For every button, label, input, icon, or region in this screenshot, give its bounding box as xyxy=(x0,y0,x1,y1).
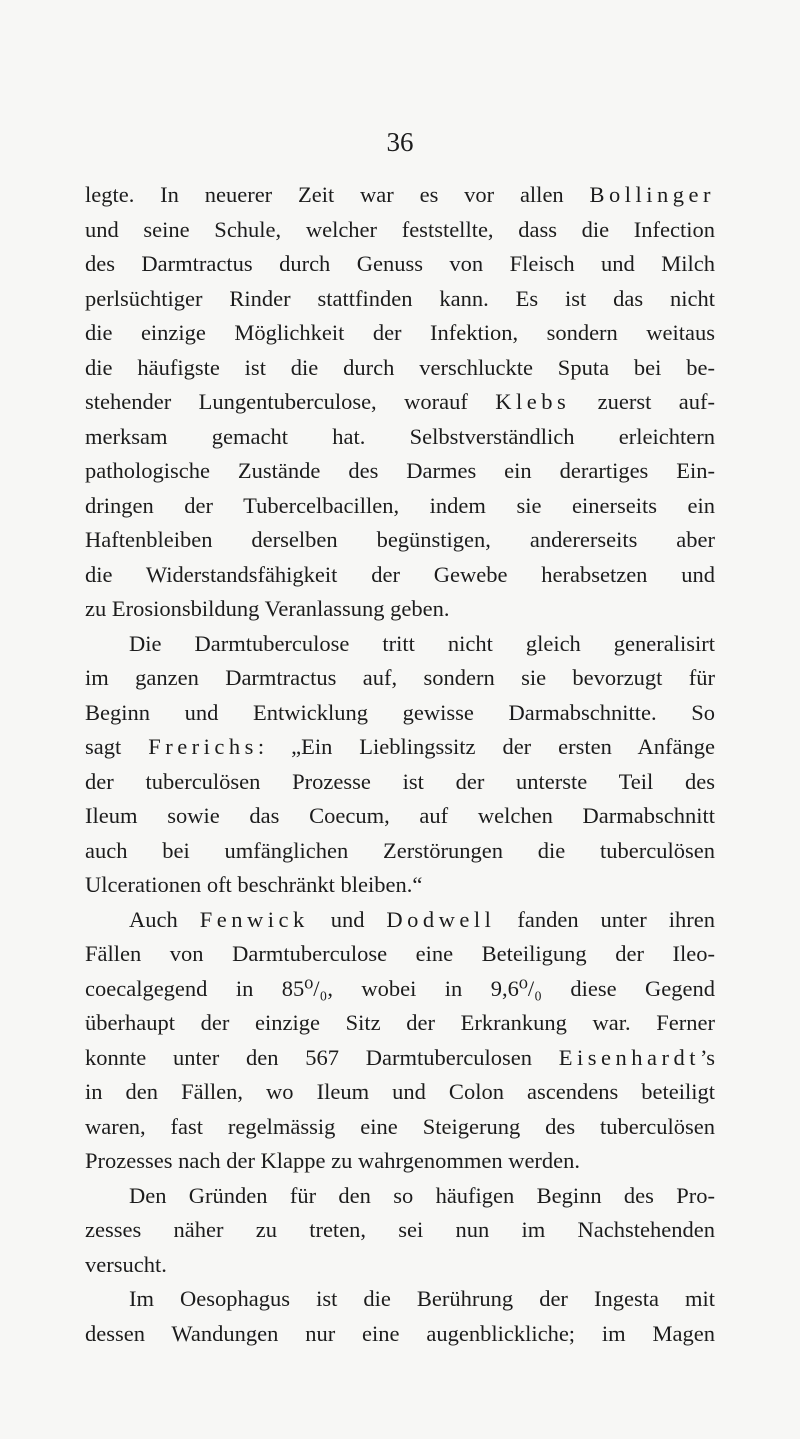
text-run: Ulcerationen oft beschränkt bleiben.“ xyxy=(85,872,423,897)
text-line xyxy=(85,696,715,731)
text-line xyxy=(85,247,715,282)
text-line xyxy=(85,351,715,386)
text-line xyxy=(85,765,715,800)
text-line xyxy=(85,972,715,1007)
spaced-name: Bollinger xyxy=(589,182,715,207)
text-line xyxy=(85,592,715,627)
text-line xyxy=(85,385,715,420)
text-line xyxy=(85,834,715,869)
text-line xyxy=(85,420,715,455)
text-run: Im Oesophagus ist die Berührung der Ingesta mit xyxy=(129,1286,715,1311)
text-run: und xyxy=(308,906,387,932)
text-line xyxy=(85,937,715,972)
text-line xyxy=(85,523,715,558)
text-run: Ileum sowie das Coecum, auf welchen Darmabschnitt xyxy=(85,803,715,828)
text-run: dessen Wandungen nur eine augenblickliche; im Magen xyxy=(85,1320,715,1346)
text-run: zesses näher zu treten, sei nun im Nachstehenden xyxy=(85,1217,715,1242)
text-run: Fällen von Darmtuberculose eine Beteiligung der Ileo- xyxy=(85,941,715,966)
text-line xyxy=(85,1213,715,1248)
text-run: in den Fällen, wo Ileum und Colon ascendens beteiligt xyxy=(85,1079,715,1104)
text-run: coecalgegend in 85⁰/₀, wobei in 9,6⁰/₀ diese Gegend xyxy=(85,975,715,1001)
text-line xyxy=(85,282,715,317)
text-run: stehender Lungentuberculose, worauf xyxy=(85,389,496,414)
text-run: überhaupt der einzige Sitz der Erkrankung war. Ferner xyxy=(85,1010,715,1035)
text-run: legte. In neuerer Zeit war es vor allen xyxy=(85,182,590,207)
text-run: dringen der Tubercelbacillen, indem sie einerseits ein xyxy=(85,492,715,518)
text-run: und seine Schule, welcher feststellte, dass die Infection xyxy=(85,216,715,242)
text-line xyxy=(85,1006,715,1041)
text-line xyxy=(85,213,715,248)
text-line xyxy=(85,627,715,662)
text-run: konnte unter den 567 Darmtuberculosen xyxy=(85,1044,559,1070)
text-run: die häufigste ist die durch verschluckte Sputa bei be- xyxy=(85,354,715,380)
text-line xyxy=(85,1282,715,1317)
body-text xyxy=(85,178,715,1351)
spaced-name: Dodwell xyxy=(386,906,496,932)
text-line xyxy=(85,1248,715,1283)
text-run: versucht. xyxy=(85,1251,167,1277)
text-run: fanden unter ihren xyxy=(495,906,715,932)
text-run: Beginn und Entwicklung gewisse Darmabschnitte. So xyxy=(85,699,715,725)
text-run: zuerst auf- xyxy=(570,389,715,414)
text-run: die einzige Möglichkeit der Infektion, sondern weitaus xyxy=(85,320,715,345)
text-run: perlsüchtiger Rinder stattfinden kann. Es ist das nicht xyxy=(85,285,715,311)
text-line xyxy=(85,558,715,593)
text-line xyxy=(85,1317,715,1352)
text-line xyxy=(85,1041,715,1076)
text-line xyxy=(85,1110,715,1145)
text-line xyxy=(85,799,715,834)
text-run: Den Gründen für den so häufigen Beginn des Pro- xyxy=(129,1182,715,1208)
text-run: die Widerstandsfähigkeit der Gewebe herabsetzen und xyxy=(85,561,715,587)
text-run: ’s xyxy=(699,1044,715,1070)
spaced-name: Klebs xyxy=(495,389,571,414)
text-line xyxy=(85,489,715,524)
text-line xyxy=(85,178,715,213)
text-run: : „Ein Lieblingssitz der ersten Anfänge xyxy=(257,734,715,759)
spaced-name: Eisenhardt xyxy=(558,1044,700,1070)
text-line xyxy=(85,661,715,696)
text-line xyxy=(85,1144,715,1179)
text-run: waren, fast regelmässig eine Steigerung des tuberculösen xyxy=(85,1113,715,1139)
page-number: 36 xyxy=(386,127,414,157)
text-run: sagt xyxy=(85,734,149,759)
text-run: pathologische Zustände des Darmes ein derartiges Ein- xyxy=(85,458,715,483)
text-run: Haftenbleiben derselben begünstigen, andererseits aber xyxy=(85,527,715,552)
text-run: Prozesses nach der Klappe zu wahrgenommen werden. xyxy=(85,1148,581,1173)
spaced-name: Frerichs xyxy=(148,734,258,759)
text-run: zu Erosionsbildung Veranlassung geben. xyxy=(85,596,450,621)
text-run: Die Darmtuberculose tritt nicht gleich generalisirt xyxy=(129,630,715,656)
text-run: auch bei umfänglichen Zerstörungen die tuberculösen xyxy=(85,837,715,863)
text-run: merksam gemacht hat. Selbstverständlich erleichtern xyxy=(85,423,715,449)
text-run: der tuberculösen Prozesse ist der unterste Teil des xyxy=(85,768,715,794)
text-line xyxy=(85,1075,715,1110)
spaced-name: Fenwick xyxy=(199,906,309,932)
text-line xyxy=(85,1179,715,1214)
text-line xyxy=(85,868,715,903)
text-line xyxy=(85,454,715,489)
text-run: Auch xyxy=(129,906,200,932)
text-run: im ganzen Darmtractus auf, sondern sie bevorzugt für xyxy=(85,665,715,690)
text-line xyxy=(85,316,715,351)
text-run: des Darmtractus durch Genuss von Fleisch und Milch xyxy=(85,251,715,276)
text-line xyxy=(85,903,715,938)
text-line xyxy=(85,730,715,765)
